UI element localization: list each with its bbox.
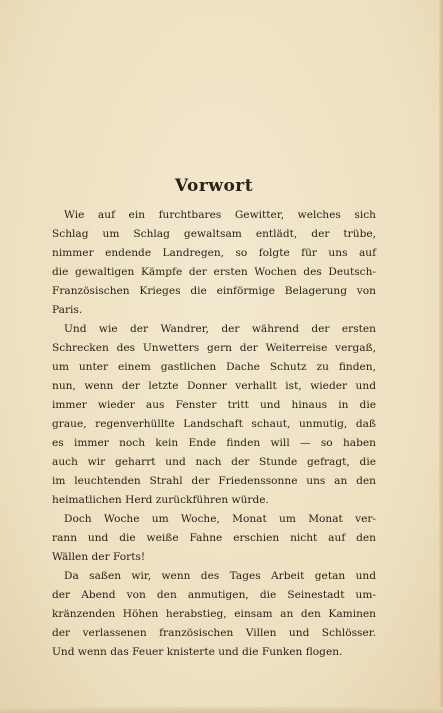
text-line: Und wie der Wandrer, der während der ersten <box>64 323 376 335</box>
text-line: Wällen der Forts! <box>52 551 146 563</box>
page-edge-bottom <box>0 707 443 713</box>
text-line: der verlassenen französischen Villen und Schlösser. <box>52 627 376 639</box>
text-line: im leuchtenden Strahl der Friedenssonne uns an den <box>52 475 376 487</box>
text-line: Schlag um Schlag gewaltsam entlädt, der trübe, <box>52 228 376 240</box>
text-line: heimatlichen Herd zurückführen würde. <box>52 494 269 506</box>
text-line: graue, regenverhüllte Landschaft schaut, unmutig, daß <box>52 418 376 430</box>
text-line: der Abend von den anmutigen, die Seinestadt um- <box>52 589 376 601</box>
text-line: Und wenn das Feuer knisterte und die Funken flogen. <box>52 646 343 658</box>
text-line: nimmer endende Landregen, so folgte für uns auf <box>52 247 376 259</box>
text-line: Schrecken des Unwetters gern der Weiterreise vergaß, <box>52 342 376 354</box>
paragraph-4 <box>52 567 376 662</box>
text-line: Doch Woche um Woche, Monat um Monat ver- <box>64 513 376 525</box>
text-line: rann und die weiße Fahne erschien nicht auf den <box>52 532 376 544</box>
page-edge-right <box>439 0 443 713</box>
paragraph-3 <box>52 510 376 567</box>
text-line: Da saßen wir, wenn des Tages Arbeit getan und <box>64 570 376 582</box>
paragraph-2 <box>52 320 376 510</box>
text-line: nun, wenn der letzte Donner verhallt ist, wieder und <box>52 380 376 392</box>
text-line: die gewaltigen Kämpfe der ersten Wochen des Deutsch- <box>52 266 376 278</box>
text-line: kränzenden Höhen herabstieg, einsam an den Kaminen <box>52 608 376 620</box>
text-line: Paris. <box>52 304 83 316</box>
text-line: Wie auf ein furchtbares Gewitter, welches sich <box>64 209 376 221</box>
text-line: um unter einem gastlichen Dache Schutz zu finden, <box>52 361 376 373</box>
page-title: Vorwort <box>174 176 254 196</box>
text-line: es immer noch kein Ende finden will — so haben <box>52 437 376 449</box>
text-line: auch wir geharrt und nach der Stunde gefragt, die <box>52 456 376 468</box>
text-line: Französischen Krieges die einförmige Belagerung von <box>52 285 376 297</box>
paragraph-1 <box>52 206 376 320</box>
text-block <box>52 172 376 662</box>
text-line: immer wieder aus Fenster tritt und hinaus in die <box>52 399 376 411</box>
